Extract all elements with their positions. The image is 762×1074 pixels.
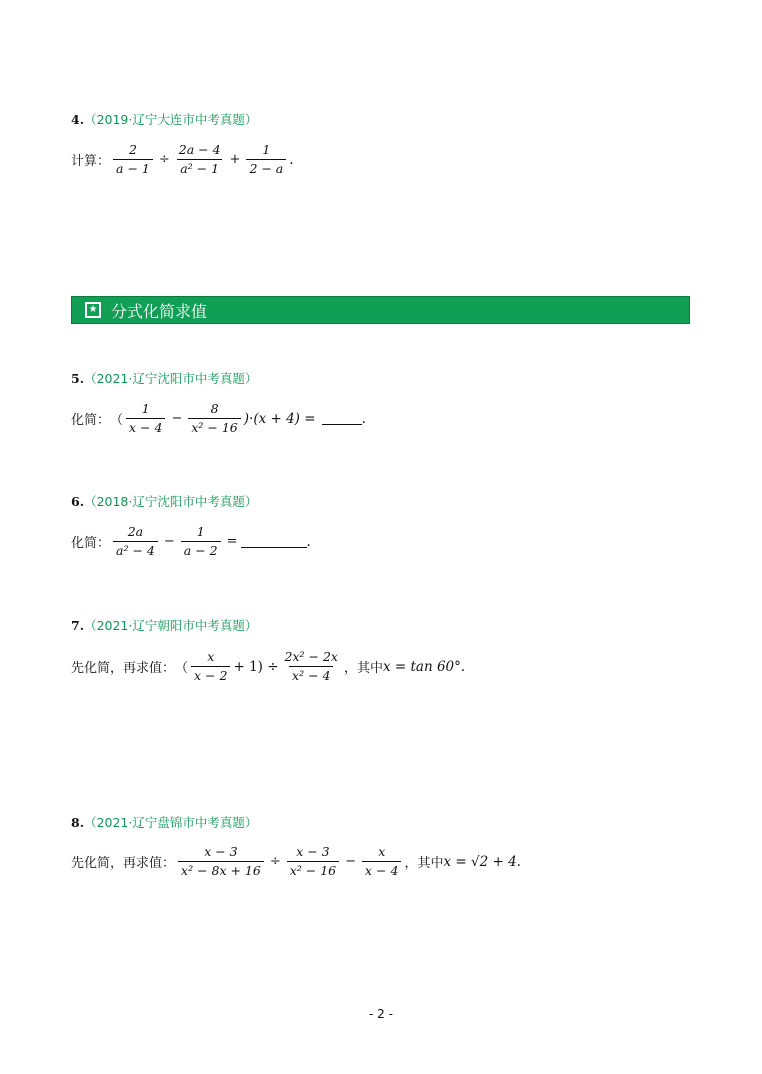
- q8-end: .: [516, 853, 521, 870]
- q8-number: 8.: [71, 815, 85, 830]
- q5-end: .: [361, 410, 366, 427]
- q8-condition: x = √2 + 4: [443, 853, 517, 870]
- q7-fraction-1: $\frac{x}{x - 2}$: [191, 650, 230, 683]
- q7-prefix: 先化简，再求值：: [71, 661, 176, 676]
- q4-number: 4.: [71, 112, 85, 127]
- section-title: 分式化简求值: [111, 301, 208, 321]
- q5-operator-1: −: [171, 411, 183, 426]
- q4-operator-1: ÷: [158, 152, 170, 167]
- q8-operator-2: −: [345, 854, 357, 869]
- q6-header: [71, 492, 257, 510]
- q7-header: [71, 616, 257, 634]
- q5-prefix: 化简：: [71, 413, 111, 428]
- q7-source: （2021·辽宁朝阳市中考真题）: [84, 618, 258, 633]
- q4-expression: [71, 143, 294, 176]
- q6-fraction-2: $\frac{1}{a - 2}$: [181, 525, 221, 558]
- q5-answer-blank[interactable]: [322, 412, 362, 425]
- q6-operator-1: −: [163, 534, 175, 549]
- section-banner: [71, 296, 690, 324]
- q5-left-paren: （: [110, 413, 124, 428]
- q4-operator-2: +: [229, 152, 241, 167]
- q8-source: （2021·辽宁盘锦市中考真题）: [84, 815, 258, 830]
- q8-condition-label: ，其中: [404, 856, 444, 871]
- q5-rest: )·(x + 4) =: [243, 410, 316, 427]
- star-bookmark-icon: ★: [85, 302, 101, 318]
- q8-expression: [71, 845, 521, 878]
- q4-fraction-3: $\frac{1}{2 - a}$: [246, 143, 286, 176]
- q5-fraction-2: $\frac{8}{\text{x² − 16}}$: [188, 402, 240, 435]
- q6-expression: [71, 525, 311, 558]
- q4-end: .: [289, 151, 294, 168]
- q5-source: （2021·辽宁沈阳市中考真题）: [84, 371, 258, 386]
- q6-prefix: 化简：: [71, 536, 111, 551]
- q7-condition-label: ，其中: [343, 661, 383, 676]
- q6-source: （2018·辽宁沈阳市中考真题）: [84, 494, 258, 509]
- q8-header: [71, 813, 257, 831]
- q7-expression: [71, 650, 465, 683]
- q8-fraction-1: $\frac{x - 3}{\text{x² − 8x + 16}}$: [178, 845, 264, 878]
- q4-fraction-2: $\frac{2a - 4}{\text{a² − 1}}$: [178, 142, 221, 176]
- q4-fraction-1: $\frac{2}{a - 1}$: [113, 143, 153, 176]
- q6-number: 6.: [71, 494, 85, 509]
- q6-answer-blank[interactable]: [241, 535, 307, 548]
- q4-source: （2019·辽宁大连市中考真题）: [84, 112, 258, 127]
- q7-condition: x = tan 60°: [382, 658, 461, 675]
- q7-end: .: [460, 658, 466, 675]
- q7-number: 7.: [71, 618, 85, 633]
- q5-fraction-1: $\frac{1}{x - 4}$: [126, 402, 165, 435]
- q5-header: [71, 369, 257, 387]
- q8-fraction-2: $\frac{x - 3}{\text{x² − 16}}$: [287, 845, 339, 878]
- q4-header: [71, 110, 257, 128]
- page-number: - 2 -: [369, 1007, 393, 1021]
- q8-prefix: 先化简，再求值：: [71, 856, 176, 871]
- q7-left-paren: （: [175, 661, 189, 676]
- q4-prefix: 计算：: [71, 154, 111, 169]
- q5-number: 5.: [71, 371, 85, 386]
- q6-end: .: [306, 533, 311, 550]
- q8-operator-1: ÷: [269, 854, 281, 869]
- q5-expression: [71, 402, 366, 435]
- q7-middle: + 1) ÷: [233, 658, 279, 675]
- q6-fraction-1: $\frac{2a}{\text{a² − 4}}$: [113, 525, 158, 558]
- q6-equals: =: [226, 534, 238, 549]
- q8-fraction-3: $\frac{x}{x - 4}$: [362, 845, 401, 878]
- q7-fraction-2: $\frac{\text{2x² − 2x}}{\text{x² − 4}}$: [284, 649, 338, 683]
